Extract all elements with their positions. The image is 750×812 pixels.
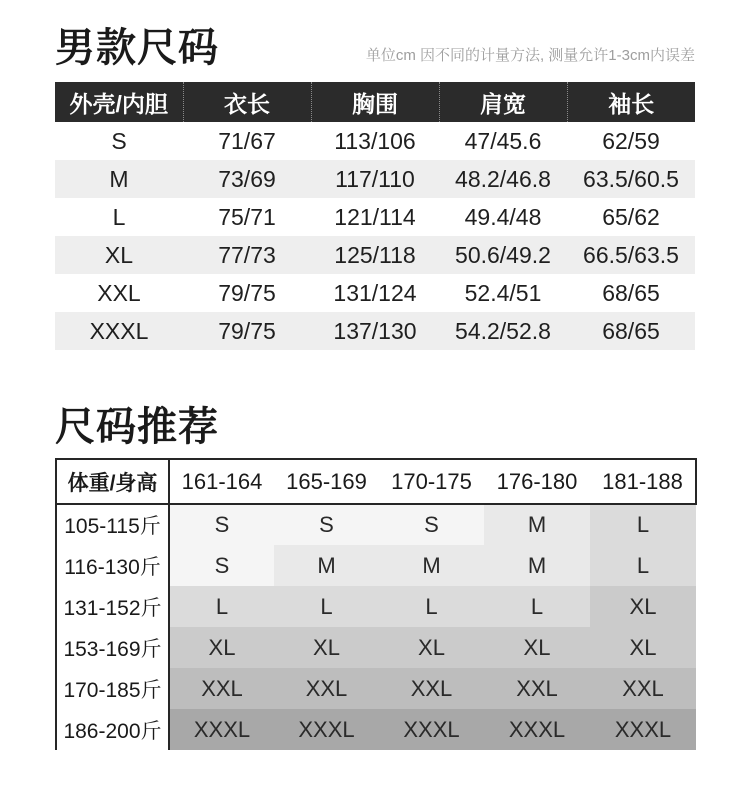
recommended-size-cell: L: [274, 586, 379, 627]
mens-size-table-body: [55, 122, 695, 350]
measurement-cell: 71/67: [183, 122, 311, 160]
height-range-header: 170-175: [379, 459, 484, 504]
mens-size-row: [55, 160, 695, 198]
recommended-size-cell: L: [379, 586, 484, 627]
size-recommend-title: 尺码推荐: [55, 405, 219, 449]
height-range-header: 161-164: [169, 459, 274, 504]
size-label-cell: XL: [55, 236, 183, 274]
recommended-size-cell: XXXL: [379, 709, 484, 750]
mens-size-section-header: [55, 26, 695, 70]
mens-size-table: [55, 82, 695, 350]
measurement-cell: 77/73: [183, 236, 311, 274]
mens-size-row: [55, 236, 695, 274]
mens-size-row: [55, 122, 695, 160]
measurement-cell: 52.4/51: [439, 274, 567, 312]
mens-column-header: 胸围: [311, 82, 439, 122]
measurement-cell: 54.2/52.8: [439, 312, 567, 350]
recommend-row: [56, 668, 696, 709]
recommended-size-cell: XXL: [169, 668, 274, 709]
measurement-cell: 49.4/48: [439, 198, 567, 236]
measurement-cell: 73/69: [183, 160, 311, 198]
mens-size-row: [55, 198, 695, 236]
weight-range-label: 170-185斤: [56, 668, 169, 709]
recommended-size-cell: XL: [379, 627, 484, 668]
recommend-row: [56, 627, 696, 668]
recommended-size-cell: L: [590, 545, 696, 586]
recommend-row: [56, 545, 696, 586]
measurement-cell: 50.6/49.2: [439, 236, 567, 274]
measurement-cell: 63.5/60.5: [567, 160, 695, 198]
measurement-cell: 66.5/63.5: [567, 236, 695, 274]
mens-column-header: 外壳/内胆: [55, 82, 183, 122]
measurement-cell: 113/106: [311, 122, 439, 160]
recommended-size-cell: XXXL: [590, 709, 696, 750]
measurement-tolerance-note: 单位cm 因不同的计量方法, 测量允许1-3cm内误差: [365, 47, 695, 64]
recommend-row: [56, 586, 696, 627]
recommended-size-cell: S: [169, 504, 274, 545]
mens-size-table-head: [55, 82, 695, 122]
recommended-size-cell: M: [484, 504, 590, 545]
recommended-size-cell: XXXL: [169, 709, 274, 750]
weight-range-label: 186-200斤: [56, 709, 169, 750]
weight-range-label: 153-169斤: [56, 627, 169, 668]
recommend-row: [56, 504, 696, 545]
measurement-cell: 62/59: [567, 122, 695, 160]
recommended-size-cell: XL: [169, 627, 274, 668]
measurement-cell: 48.2/46.8: [439, 160, 567, 198]
size-label-cell: XXXL: [55, 312, 183, 350]
weight-height-corner-header: 体重/身高: [56, 459, 169, 504]
recommend-header-row: [56, 459, 696, 504]
measurement-cell: 65/62: [567, 198, 695, 236]
recommend-row: [56, 709, 696, 750]
recommended-size-cell: XXL: [379, 668, 484, 709]
recommended-size-cell: M: [379, 545, 484, 586]
recommended-size-cell: M: [274, 545, 379, 586]
recommended-size-cell: M: [484, 545, 590, 586]
recommended-size-cell: L: [484, 586, 590, 627]
recommend-table-head: [56, 459, 696, 504]
recommend-table-body: [56, 504, 696, 750]
size-label-cell: S: [55, 122, 183, 160]
mens-size-row: [55, 274, 695, 312]
recommended-size-cell: L: [169, 586, 274, 627]
measurement-cell: 68/65: [567, 274, 695, 312]
recommended-size-cell: S: [379, 504, 484, 545]
recommended-size-cell: XL: [590, 627, 696, 668]
measurement-cell: 47/45.6: [439, 122, 567, 160]
recommended-size-cell: XL: [590, 586, 696, 627]
measurement-cell: 75/71: [183, 198, 311, 236]
weight-range-label: 116-130斤: [56, 545, 169, 586]
recommended-size-cell: L: [590, 504, 696, 545]
mens-size-title: 男款尺码: [55, 26, 219, 70]
height-range-header: 176-180: [484, 459, 590, 504]
height-range-header: 165-169: [274, 459, 379, 504]
recommended-size-cell: XXL: [590, 668, 696, 709]
measurement-cell: 131/124: [311, 274, 439, 312]
measurement-cell: 117/110: [311, 160, 439, 198]
recommended-size-cell: XL: [484, 627, 590, 668]
measurement-cell: 79/75: [183, 274, 311, 312]
recommended-size-cell: XL: [274, 627, 379, 668]
height-range-header: 181-188: [590, 459, 696, 504]
mens-column-header: 袖长: [567, 82, 695, 122]
mens-column-header: 衣长: [183, 82, 311, 122]
mens-column-header: 肩宽: [439, 82, 567, 122]
measurement-cell: 121/114: [311, 198, 439, 236]
measurement-cell: 79/75: [183, 312, 311, 350]
size-label-cell: M: [55, 160, 183, 198]
recommended-size-cell: XXL: [274, 668, 379, 709]
size-recommend-table: [55, 458, 697, 750]
weight-range-label: 105-115斤: [56, 504, 169, 545]
size-label-cell: L: [55, 198, 183, 236]
recommended-size-cell: XXXL: [274, 709, 379, 750]
recommended-size-cell: S: [169, 545, 274, 586]
measurement-cell: 68/65: [567, 312, 695, 350]
size-label-cell: XXL: [55, 274, 183, 312]
weight-range-label: 131-152斤: [56, 586, 169, 627]
recommended-size-cell: XXXL: [484, 709, 590, 750]
measurement-cell: 125/118: [311, 236, 439, 274]
recommended-size-cell: XXL: [484, 668, 590, 709]
measurement-cell: 137/130: [311, 312, 439, 350]
mens-size-row: [55, 312, 695, 350]
recommended-size-cell: S: [274, 504, 379, 545]
mens-header-row: [55, 82, 695, 122]
